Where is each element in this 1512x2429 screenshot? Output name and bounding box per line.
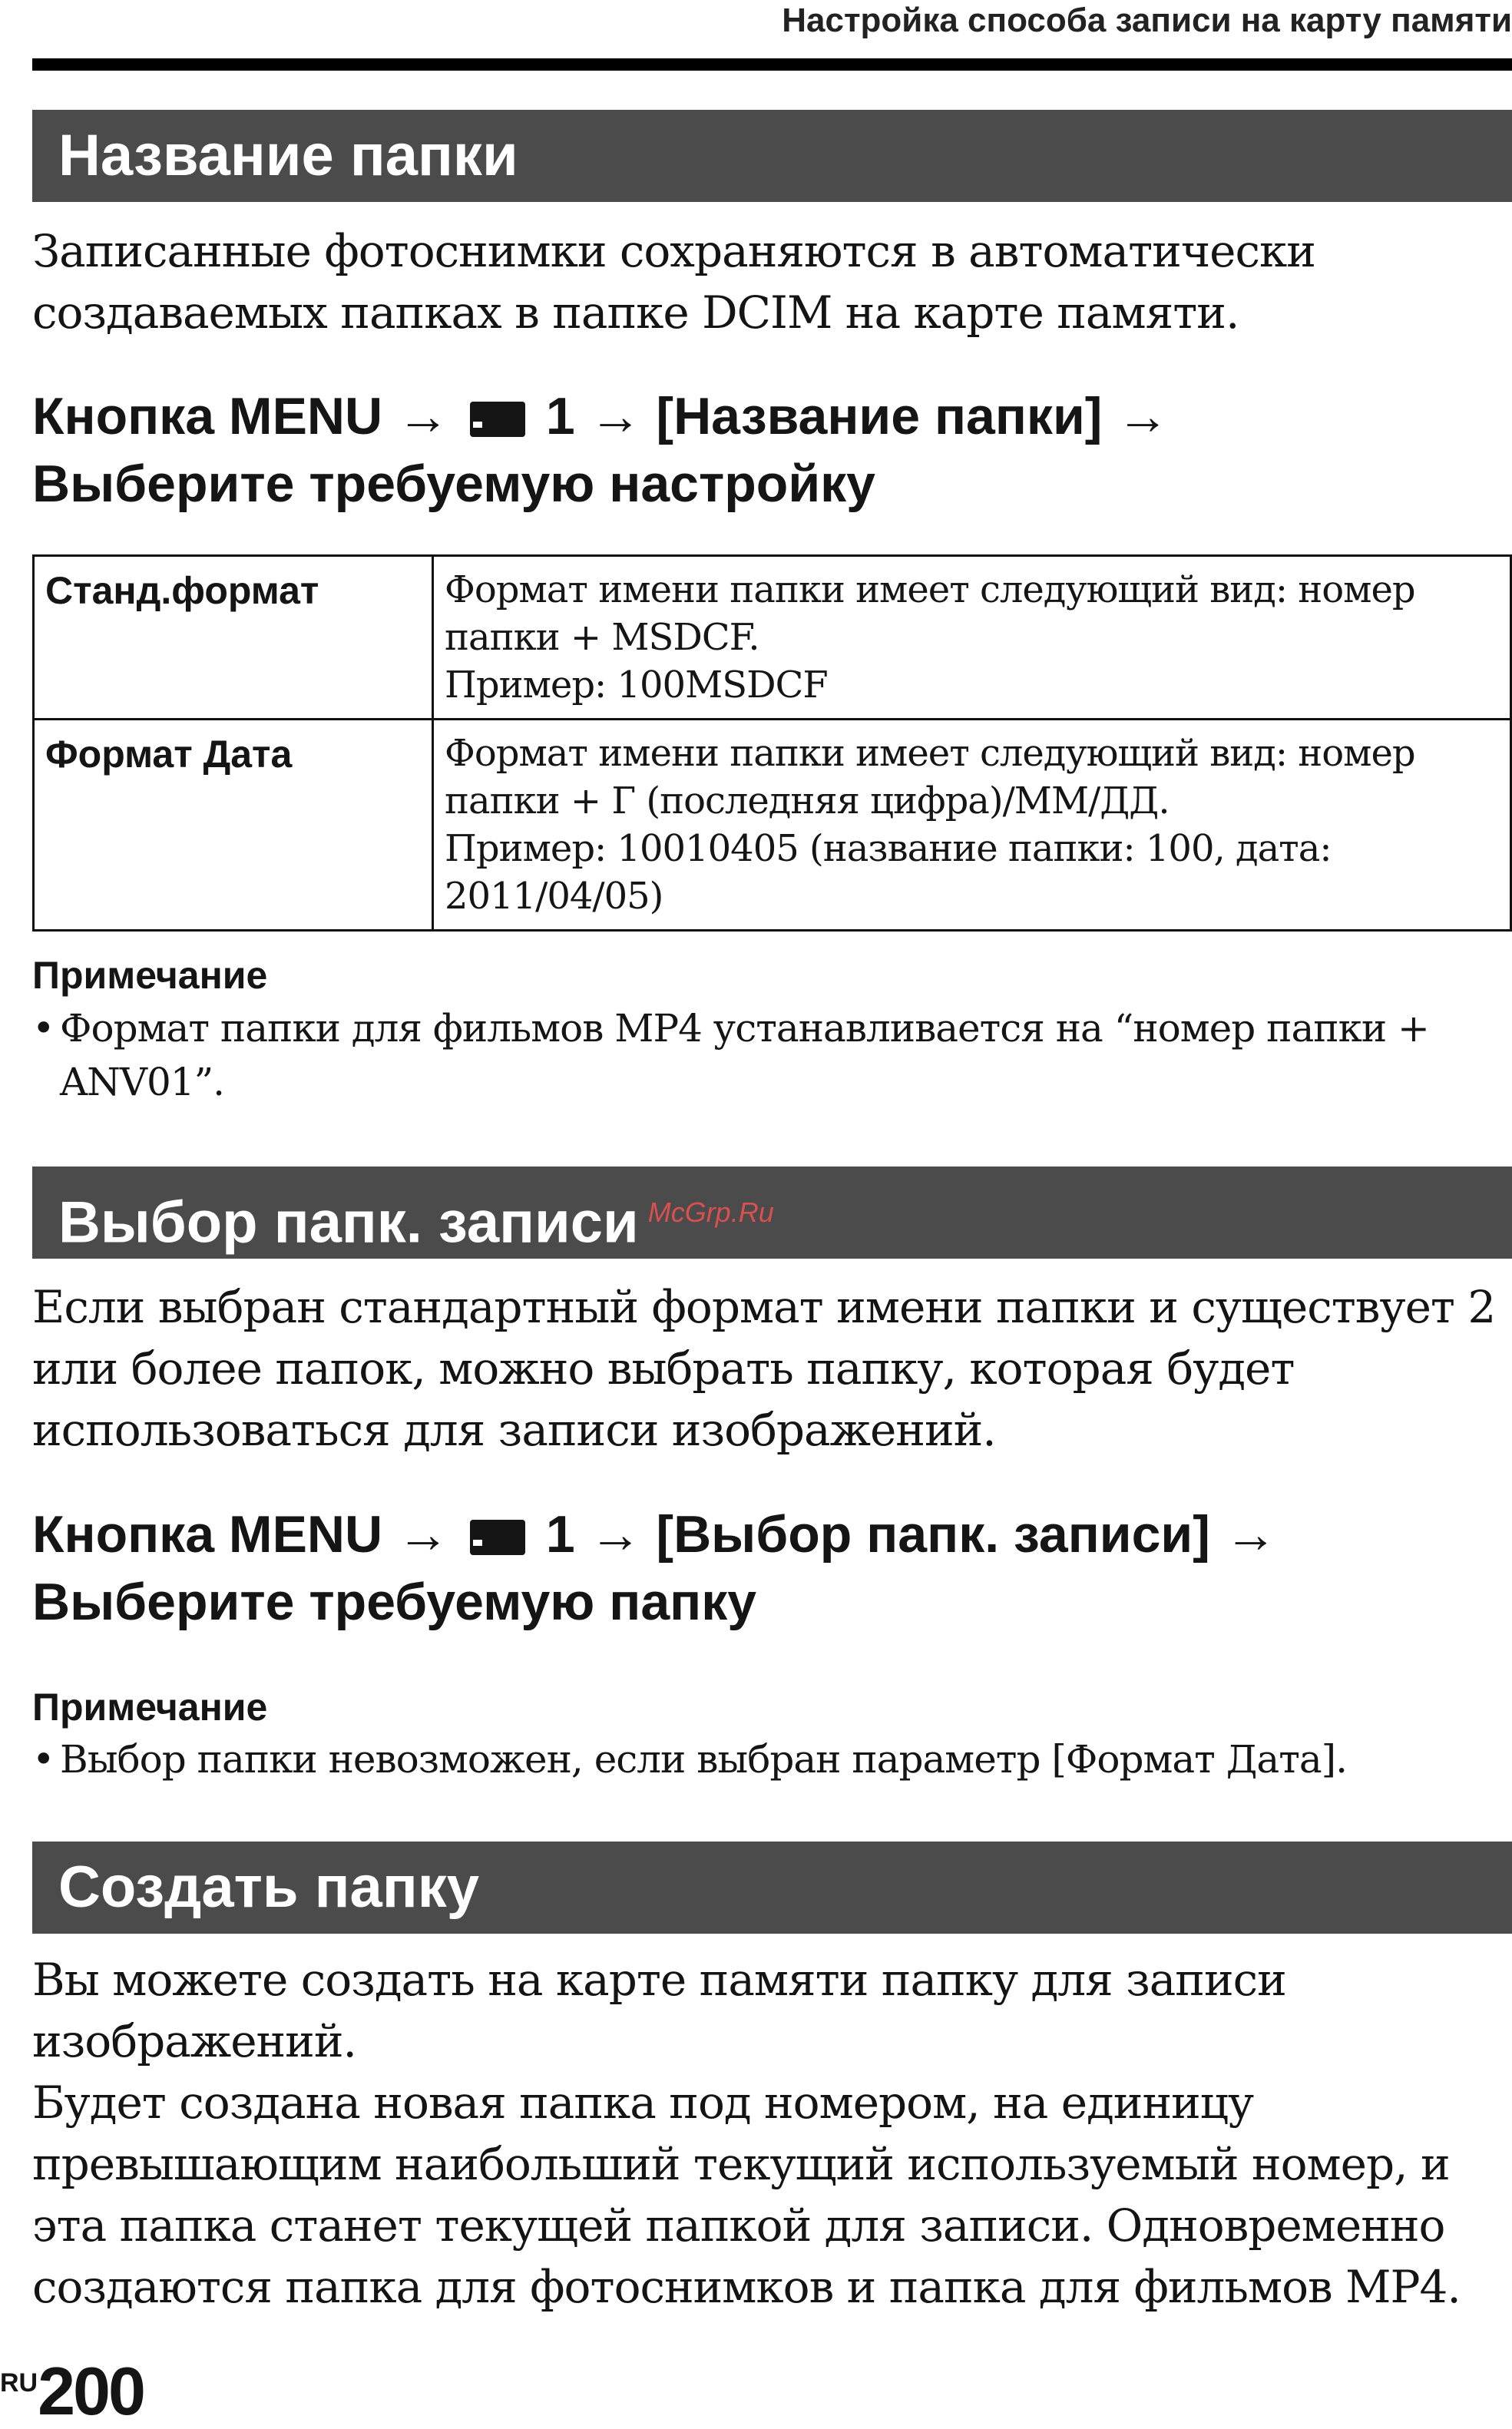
note-line: Формат папки для фильмов MP4 устанавливается на “номер папки +: [60, 1006, 1429, 1051]
section-title: Создать папку: [58, 1855, 480, 1920]
instruction-line-2: Выберите требуемую папку: [32, 1573, 757, 1631]
section-body-folder-name: [32, 220, 1503, 343]
note-text: [32, 1732, 1476, 1786]
watermark: McGrp.Ru: [647, 1196, 774, 1228]
description-line: папки + Г (последняя цифра)/ММ/ДД.: [445, 779, 1170, 822]
note-title: Примечание: [32, 1686, 268, 1729]
description-line: папки + MSDCF.: [445, 616, 759, 659]
description-line: Формат имени папки имеет следующий вид: номер: [445, 568, 1415, 611]
option-description: [433, 556, 1511, 720]
section-heading-select-folder: [32, 1167, 1512, 1259]
note-text: [32, 1001, 1476, 1109]
note-line: ANV01”.: [60, 1060, 225, 1104]
section-body-select-folder: [32, 1276, 1503, 1461]
section-body-create-folder: [32, 1949, 1503, 2318]
paragraph: Вы можете создать на карте памяти папку для записи изображений.: [32, 1954, 1286, 2067]
menu-instruction-select-folder: [32, 1501, 1503, 1636]
memory-card-icon: [470, 1520, 525, 1555]
instruction-line-2: Выберите требуемую настройку: [32, 455, 875, 513]
table-row: [34, 720, 1511, 931]
description-line: Формат имени папки имеет следующий вид: номер: [445, 732, 1415, 775]
instruction-line-1: [32, 382, 1503, 450]
section-heading-folder-name: [32, 110, 1512, 202]
section-title: Выбор папк. записи: [58, 1190, 639, 1256]
option-name: Станд.формат: [34, 556, 433, 720]
instruction-suffix: 1 → [Название папки] →: [531, 387, 1170, 445]
instruction-prefix: Кнопка MENU →: [32, 387, 464, 445]
instruction-line-1: [32, 1501, 1503, 1568]
language-code: RU: [0, 2368, 38, 2398]
description-line: 2011/04/05): [445, 875, 663, 918]
description-line: Пример: 10010405 (название папки: 100, дата:: [445, 827, 1332, 870]
bullet: •: [32, 1006, 55, 1051]
bullet: •: [32, 1737, 55, 1782]
menu-instruction-folder-name: [32, 382, 1503, 518]
section-heading-create-folder: [32, 1842, 1512, 1934]
note-line: Выбор папки невозможен, если выбран параметр [Формат Дата].: [60, 1737, 1348, 1782]
instruction-prefix: Кнопка MENU →: [32, 1505, 464, 1564]
table-row: [34, 556, 1511, 720]
paragraph: Записанные фотоснимки сохраняются в автоматически создаваемых папках в папке DCIM на карте памяти.: [32, 225, 1315, 339]
header-rule: [32, 58, 1512, 71]
folder-name-options-table: [32, 554, 1512, 932]
running-header: Настройка способа записи на карту памяти: [782, 2, 1512, 39]
page-number: [0, 2353, 144, 2429]
memory-card-icon: [470, 402, 525, 437]
instruction-suffix: 1 → [Выбор папк. записи] →: [531, 1505, 1277, 1564]
description-line: Пример: 100MSDCF: [445, 664, 828, 707]
note-title: Примечание: [32, 954, 268, 997]
section-title: Название папки: [58, 123, 518, 188]
page-number-value: 200: [38, 2353, 144, 2429]
option-description: [433, 720, 1511, 931]
option-name: Формат Дата: [34, 720, 433, 931]
paragraph: Если выбран стандартный формат имени папки и существует 2 или более папок, можно выбрать папку, которая будет использоваться для записи изображений.: [32, 1281, 1496, 1456]
paragraph: Будет создана новая папка под номером, на единицу превышающим наибольший текущий используемый номер, и эта папка станет текущей папкой для записи. Одновременно создаются папка для фотоснимков и папка для фильмов MP4.: [32, 2077, 1461, 2313]
